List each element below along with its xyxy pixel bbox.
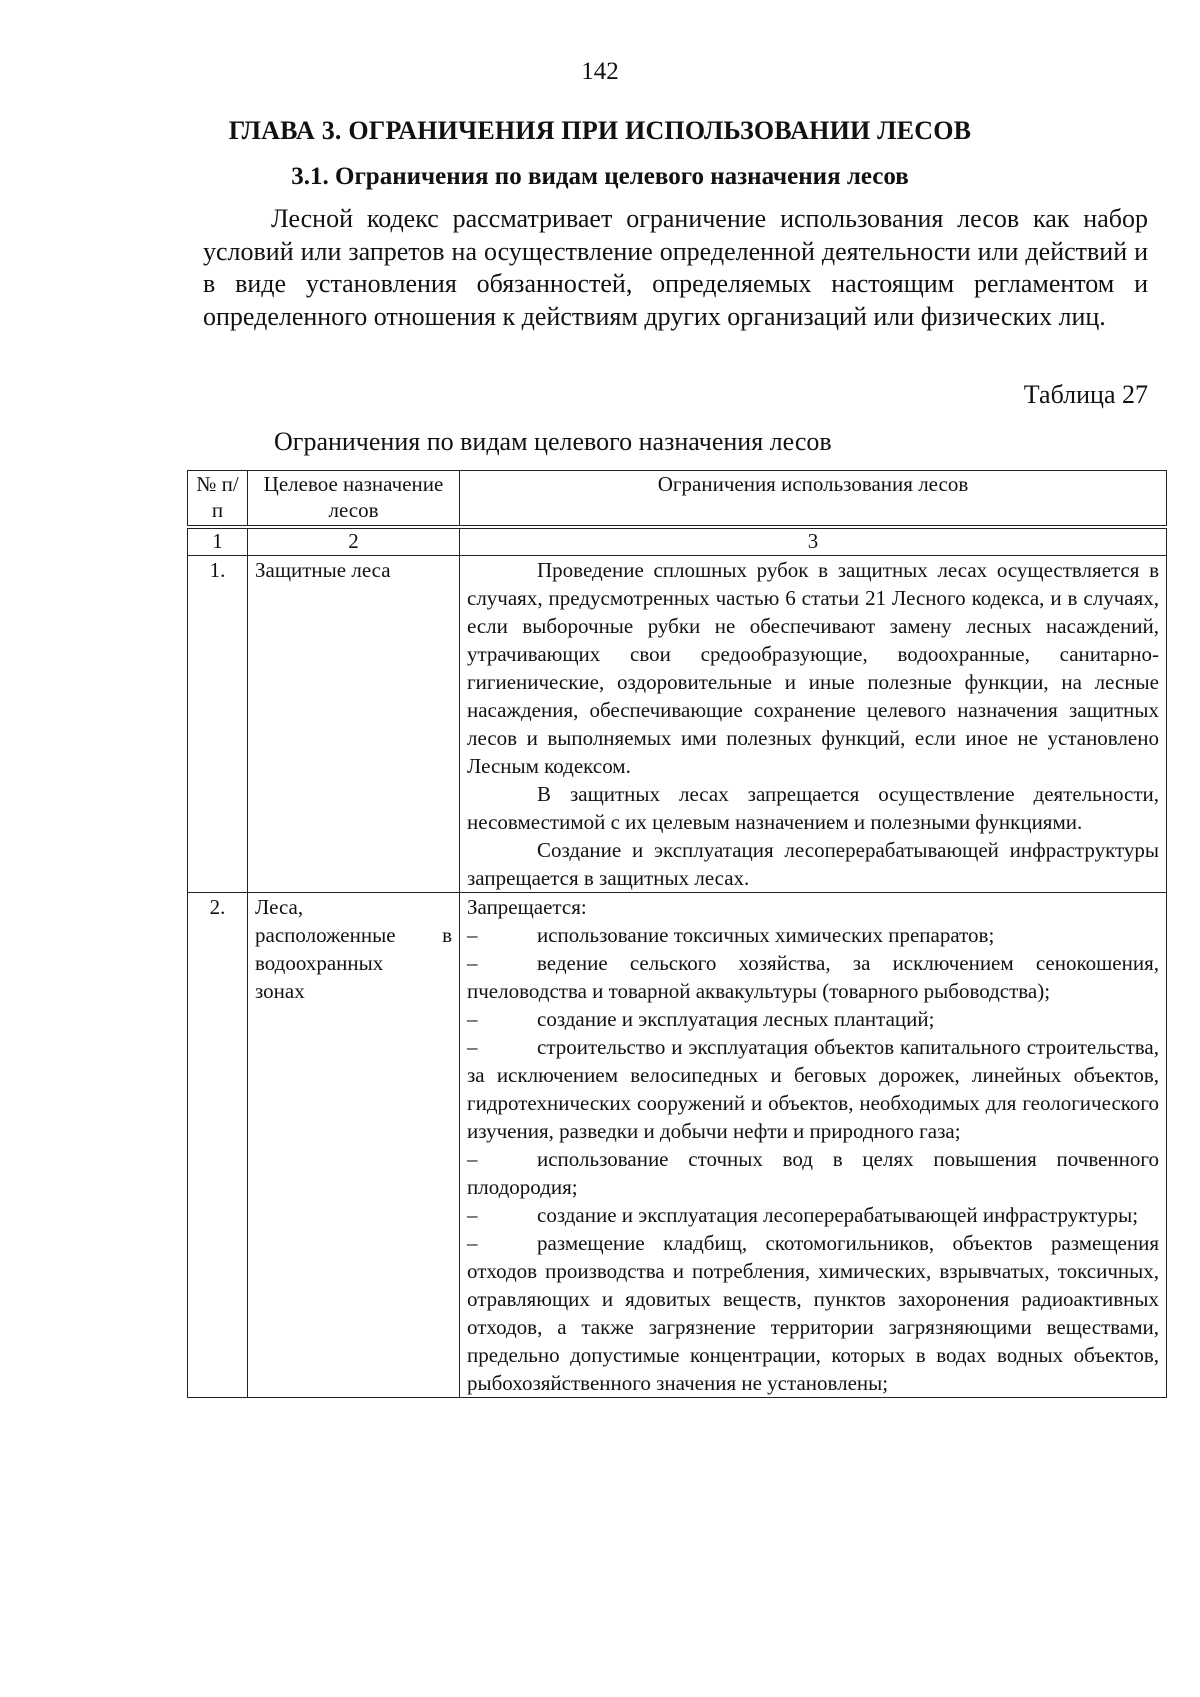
header-restrictions: Ограничения использования лесов bbox=[460, 471, 1167, 528]
header-purpose: Целевое назначение лесов bbox=[248, 471, 460, 528]
table-row bbox=[188, 556, 1167, 893]
purpose-line: зонах bbox=[255, 979, 305, 1003]
row-number: 2. bbox=[188, 893, 248, 1398]
restriction-lead: Запрещается: bbox=[467, 895, 587, 919]
row-purpose bbox=[248, 893, 460, 1398]
row-number: 1. bbox=[188, 556, 248, 893]
row-restrictions bbox=[460, 893, 1167, 1398]
section-title: 3.1. Ограничения по видам целевого назначения лесов bbox=[291, 163, 909, 190]
restriction-item bbox=[467, 921, 1159, 949]
purpose-line: водоохранных bbox=[255, 951, 384, 975]
purpose-word: расположенные bbox=[255, 923, 396, 947]
restriction-item-text: размещение кладбищ, скотомогильников, объектов размещения отходов производства и потребления, химических, взрывчатых, токсичных, отравляющих и ядовитых веществ, пунктов захоронения радиоактивных отходов, а также загрязнение территории загрязняющими веществами, предельно допустимые концентрации, которых в водах водных объектов, рыбохозяйственного значения не установлены; bbox=[467, 1231, 1159, 1395]
restriction-item-text: создание и эксплуатация лесных плантаций; bbox=[537, 1007, 935, 1031]
column-number: 3 bbox=[460, 527, 1167, 556]
purpose-word: в bbox=[442, 923, 452, 947]
restriction-item bbox=[467, 1033, 1159, 1145]
restriction-item bbox=[467, 1201, 1159, 1229]
dash-marker: – bbox=[467, 1231, 478, 1255]
table-row bbox=[188, 893, 1167, 1398]
dash-marker: – bbox=[467, 923, 478, 947]
row-restrictions bbox=[460, 556, 1167, 893]
purpose-line: Леса, bbox=[255, 895, 304, 919]
dash-marker: – bbox=[467, 1007, 478, 1031]
chapter-title: ГЛАВА 3. ОГРАНИЧЕНИЯ ПРИ ИСПОЛЬЗОВАНИИ ЛЕСОВ bbox=[228, 116, 972, 145]
restrictions-table bbox=[187, 470, 1167, 1398]
row-purpose: Защитные леса bbox=[248, 556, 460, 893]
restriction-item-text: создание и эксплуатация лесоперерабатывающей инфраструктуры; bbox=[537, 1203, 1139, 1227]
column-number-row bbox=[188, 527, 1167, 556]
intro-text: Лесной кодекс рассматривает ограничение использования лесов как набор условий или запретов на осуществление определенной деятельности или действий и в виде установления обязанностей, определяемых настоящим регламентом и определенного отношения к действиям других организаций или физических лиц. bbox=[203, 204, 1148, 331]
dash-marker: – bbox=[467, 951, 478, 975]
header-number: № п/п bbox=[188, 471, 248, 528]
restriction-paragraph: Проведение сплошных рубок в защитных лесах осуществляется в случаях, предусмотренных частью 6 статьи 21 Лесного кодекса, и в случаях, если выборочные рубки не обеспечивают замену лесных насаждений, утрачивающих свои средообразующие, водоохранные, санитарно-гигиенические, оздоровительные и иные полезные функции, на лесные насаждения, обеспечивающие сохранение целевого назначения защитных лесов и выполняемых ими полезных функций, если иное не установлено Лесным кодексом. bbox=[467, 558, 1159, 778]
page-number: 142 bbox=[581, 58, 619, 85]
restriction-item bbox=[467, 1005, 1159, 1033]
dash-marker: – bbox=[467, 1147, 478, 1171]
dash-marker: – bbox=[467, 1035, 478, 1059]
restriction-item bbox=[467, 1229, 1159, 1397]
column-number: 2 bbox=[248, 527, 460, 556]
table-number: Таблица 27 bbox=[1023, 380, 1148, 409]
column-number: 1 bbox=[188, 527, 248, 556]
restriction-item-text: ведение сельского хозяйства, за исключением сенокошения, пчеловодства и товарной аквакультуры (товарного рыбоводства); bbox=[467, 951, 1159, 1003]
restriction-paragraph: Создание и эксплуатация лесоперерабатывающей инфраструктуры запрещается в защитных лесах. bbox=[467, 838, 1159, 890]
restriction-item-text: использование токсичных химических препаратов; bbox=[537, 923, 995, 947]
intro-paragraph bbox=[203, 203, 1148, 333]
table-title: Ограничения по видам целевого назначения лесов bbox=[274, 427, 832, 456]
table-header-row bbox=[188, 471, 1167, 528]
restriction-paragraph: В защитных лесах запрещается осуществление деятельности, несовместимой с их целевым назначением и полезными функциями. bbox=[467, 782, 1159, 834]
restriction-item-text: строительство и эксплуатация объектов капитального строительства, за исключением велосипедных и беговых дорожек, линейных объектов, гидротехнических сооружений и объектов, необходимых для геологического изучения, разведки и добычи нефти и природного газа; bbox=[467, 1035, 1159, 1143]
restriction-item-text: использование сточных вод в целях повышения почвенного плодородия; bbox=[467, 1147, 1159, 1199]
purpose-line bbox=[255, 921, 452, 949]
dash-marker: – bbox=[467, 1203, 478, 1227]
restriction-item bbox=[467, 1145, 1159, 1201]
restriction-item bbox=[467, 949, 1159, 1005]
